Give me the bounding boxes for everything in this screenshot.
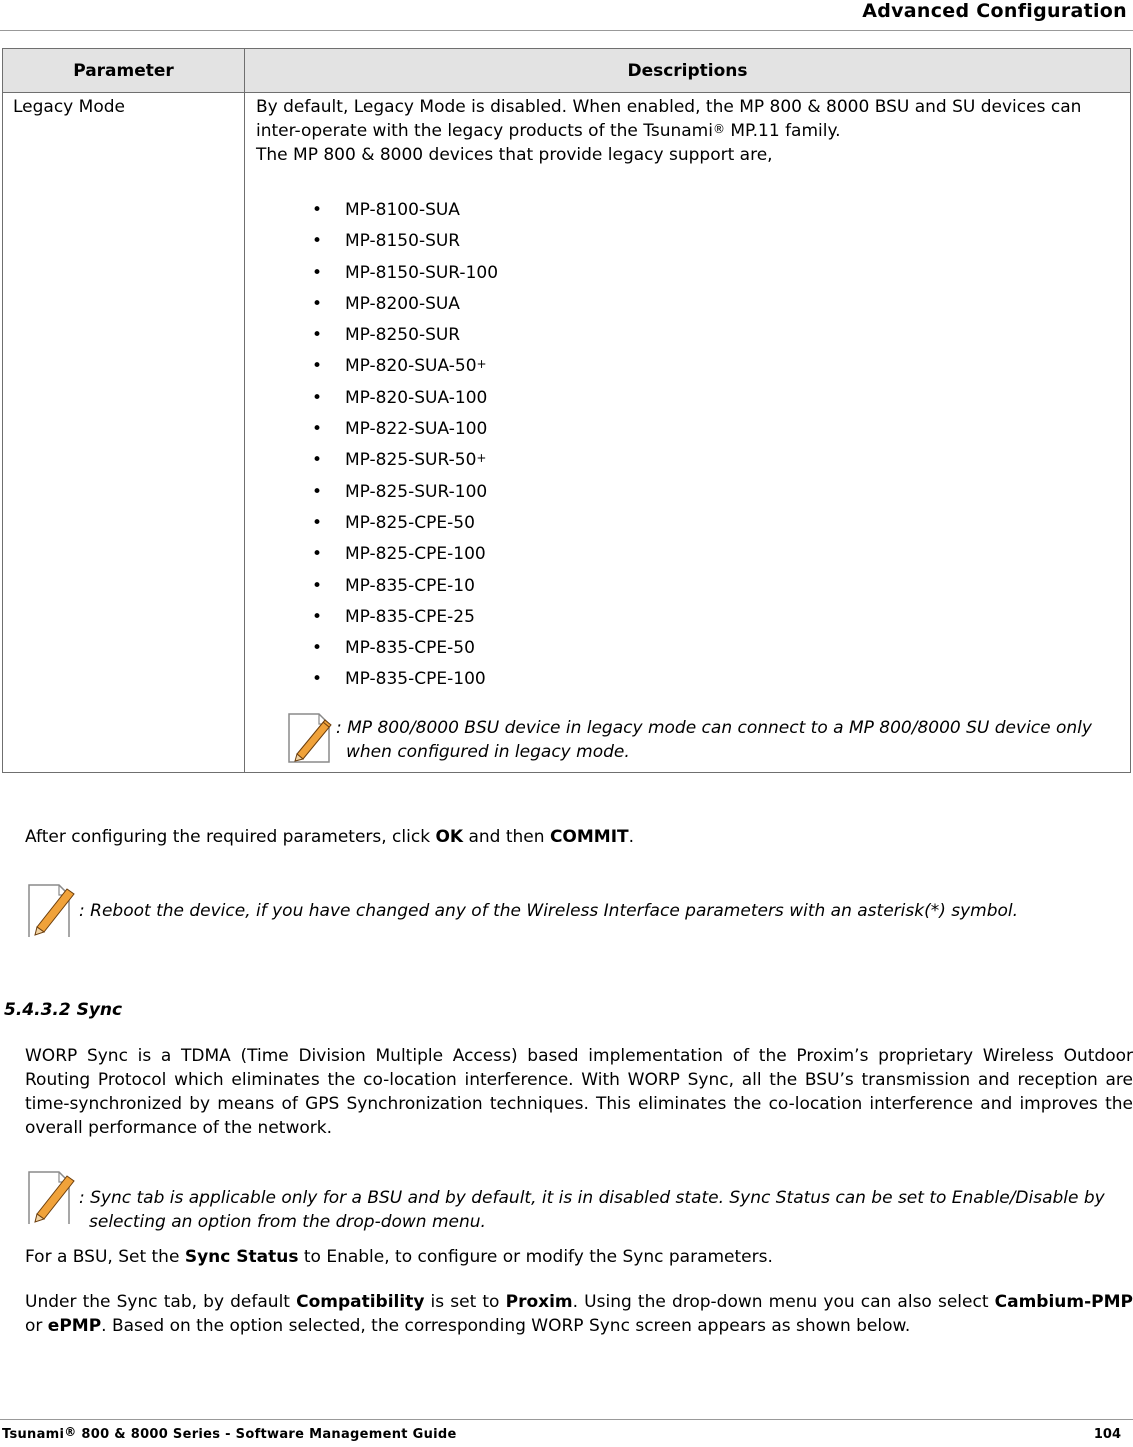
- description-line: The MP 800 & 8000 devices that provide legacy support are,: [256, 145, 773, 165]
- bullet-icon: •: [312, 387, 323, 408]
- bullet-icon: •: [312, 669, 323, 690]
- description-line: inter-operate with the legacy products of the Tsunami® MP.11 family.: [256, 121, 841, 141]
- list-item: [256, 353, 1120, 384]
- device-name: MP-8150-SUR: [345, 231, 461, 252]
- device-name: MP-835-CPE-25: [345, 606, 475, 627]
- bullet-icon: •: [312, 481, 323, 502]
- device-name: MP-825-CPE-50: [345, 512, 475, 533]
- list-item: [256, 510, 1120, 541]
- bullet-icon: •: [312, 262, 323, 283]
- reboot-note: [27, 881, 1133, 923]
- bullet-icon: •: [312, 325, 323, 346]
- pencil-note-icon: [27, 881, 79, 937]
- device-name: MP-822-SUA-100: [345, 419, 488, 440]
- bullet-icon: •: [312, 606, 323, 627]
- parameter-cell: [3, 93, 245, 773]
- description-line: By default, Legacy Mode is disabled. When enabled, the MP 800 & 8000 BSU and SU devices can: [256, 97, 1082, 117]
- parameter-name: Legacy Mode: [13, 97, 125, 117]
- device-name: MP-825-CPE-100: [345, 544, 486, 565]
- bullet-icon: •: [312, 356, 323, 377]
- registered-mark: ®: [712, 122, 725, 136]
- section-heading: 5.4.3.2 Sync: [4, 1000, 123, 1020]
- bullet-icon: •: [312, 638, 323, 659]
- footer-rule: [0, 1419, 1133, 1420]
- bullet-icon: •: [312, 512, 323, 533]
- bullet-icon: •: [312, 200, 323, 220]
- list-item: [256, 635, 1120, 666]
- legacy-note-line: : MP 800/8000 BSU device in legacy mode can connect to a MP 800/8000 SU device only: [336, 717, 1092, 738]
- list-item: [256, 197, 1120, 228]
- device-mark: +: [476, 357, 487, 372]
- legacy-note-line: when configured in legacy mode.: [346, 741, 630, 762]
- legacy-note: [256, 716, 1120, 764]
- device-name: MP-8250-SUR: [345, 325, 461, 346]
- device-name: MP-8200-SUA: [345, 293, 460, 314]
- list-item: [256, 291, 1120, 322]
- bullet-icon: •: [312, 450, 323, 471]
- device-name: MP-8150-SUR-100: [345, 262, 499, 283]
- device-name: MP-825-SUR-100: [345, 481, 488, 502]
- device-mark: +: [476, 451, 487, 466]
- list-item: [256, 260, 1120, 291]
- bullet-icon: •: [312, 544, 323, 565]
- device-name: MP-820-SUA-50: [345, 356, 477, 377]
- list-item: [256, 541, 1120, 572]
- table-row: [3, 93, 1131, 773]
- list-item: [256, 416, 1120, 447]
- list-item: [256, 666, 1120, 697]
- device-name: MP-820-SUA-100: [345, 387, 488, 408]
- list-item: [256, 322, 1120, 353]
- sync-paragraph: WORP Sync is a TDMA (Time Division Multiple Access) based implementation of the Proxim’s proprietary Wireless Outdoor Routing Protocol which eliminates the co-location interference. With WORP Sync, all the BSU’s transmission and reception are time-synchronized by means of GPS Synchronization techniques. This eliminates the co-location interference and improves the overall performance of the network.: [25, 1046, 1133, 1138]
- device-name: MP-835-CPE-100: [345, 669, 486, 690]
- column-header-parameter: Parameter: [3, 49, 245, 93]
- page-header-title: Advanced Configuration: [862, 0, 1127, 22]
- sync-status-text: Sync Status: [184, 1247, 299, 1267]
- page-number: 104: [1093, 1427, 1121, 1442]
- pencil-note-icon: [27, 1168, 79, 1224]
- column-header-descriptions: Descriptions: [245, 49, 1131, 93]
- pencil-note-icon: [283, 710, 335, 766]
- sync-note: [27, 1168, 1133, 1234]
- compatibility-paragraph: Under the Sync tab, by default Compatibility is set to Proxim. Using the drop-down menu you can also select Cambium-PMP or ePMP. Based on the option selected, the corresponding WORP Sync screen appears as shown below.: [25, 1292, 1133, 1336]
- bullet-icon: •: [312, 231, 323, 252]
- header-rule: [0, 30, 1133, 31]
- commit-text: COMMIT: [549, 827, 629, 847]
- list-item: [256, 385, 1120, 416]
- footer-title: Tsunami® 800 & 8000 Series - Software Management Guide: [2, 1425, 457, 1442]
- parameter-table: [2, 48, 1131, 773]
- device-name: MP-835-CPE-10: [345, 575, 475, 596]
- sync-note-text: : Sync tab is applicable only for a BSU and by default, it is in disabled state. Sync Status can be set to Enable/Disable by selecting an option from the drop-down menu.: [79, 1188, 1105, 1232]
- after-config-paragraph: After configuring the required parameters, click OK and then COMMIT.: [25, 827, 635, 847]
- device-name: MP-825-SUR-50: [345, 450, 477, 471]
- bullet-icon: •: [312, 293, 323, 314]
- device-name: MP-8100-SUA: [345, 200, 460, 220]
- list-item: [256, 228, 1120, 259]
- legacy-device-list: [256, 197, 1120, 698]
- description-cell: [245, 93, 1131, 773]
- ok-text: OK: [435, 827, 464, 847]
- list-item: [256, 479, 1120, 510]
- list-item: [256, 573, 1120, 604]
- list-item: [256, 604, 1120, 635]
- bullet-icon: •: [312, 575, 323, 596]
- bullet-icon: •: [312, 419, 323, 440]
- bsu-paragraph: For a BSU, Set the Sync Status to Enable, to configure or modify the Sync parameters.: [25, 1247, 773, 1267]
- reboot-note-text: : Reboot the device, if you have changed any of the Wireless Interface parameters with an asterisk(*) symbol.: [79, 901, 1019, 921]
- list-item: [256, 447, 1120, 478]
- device-name: MP-835-CPE-50: [345, 638, 475, 659]
